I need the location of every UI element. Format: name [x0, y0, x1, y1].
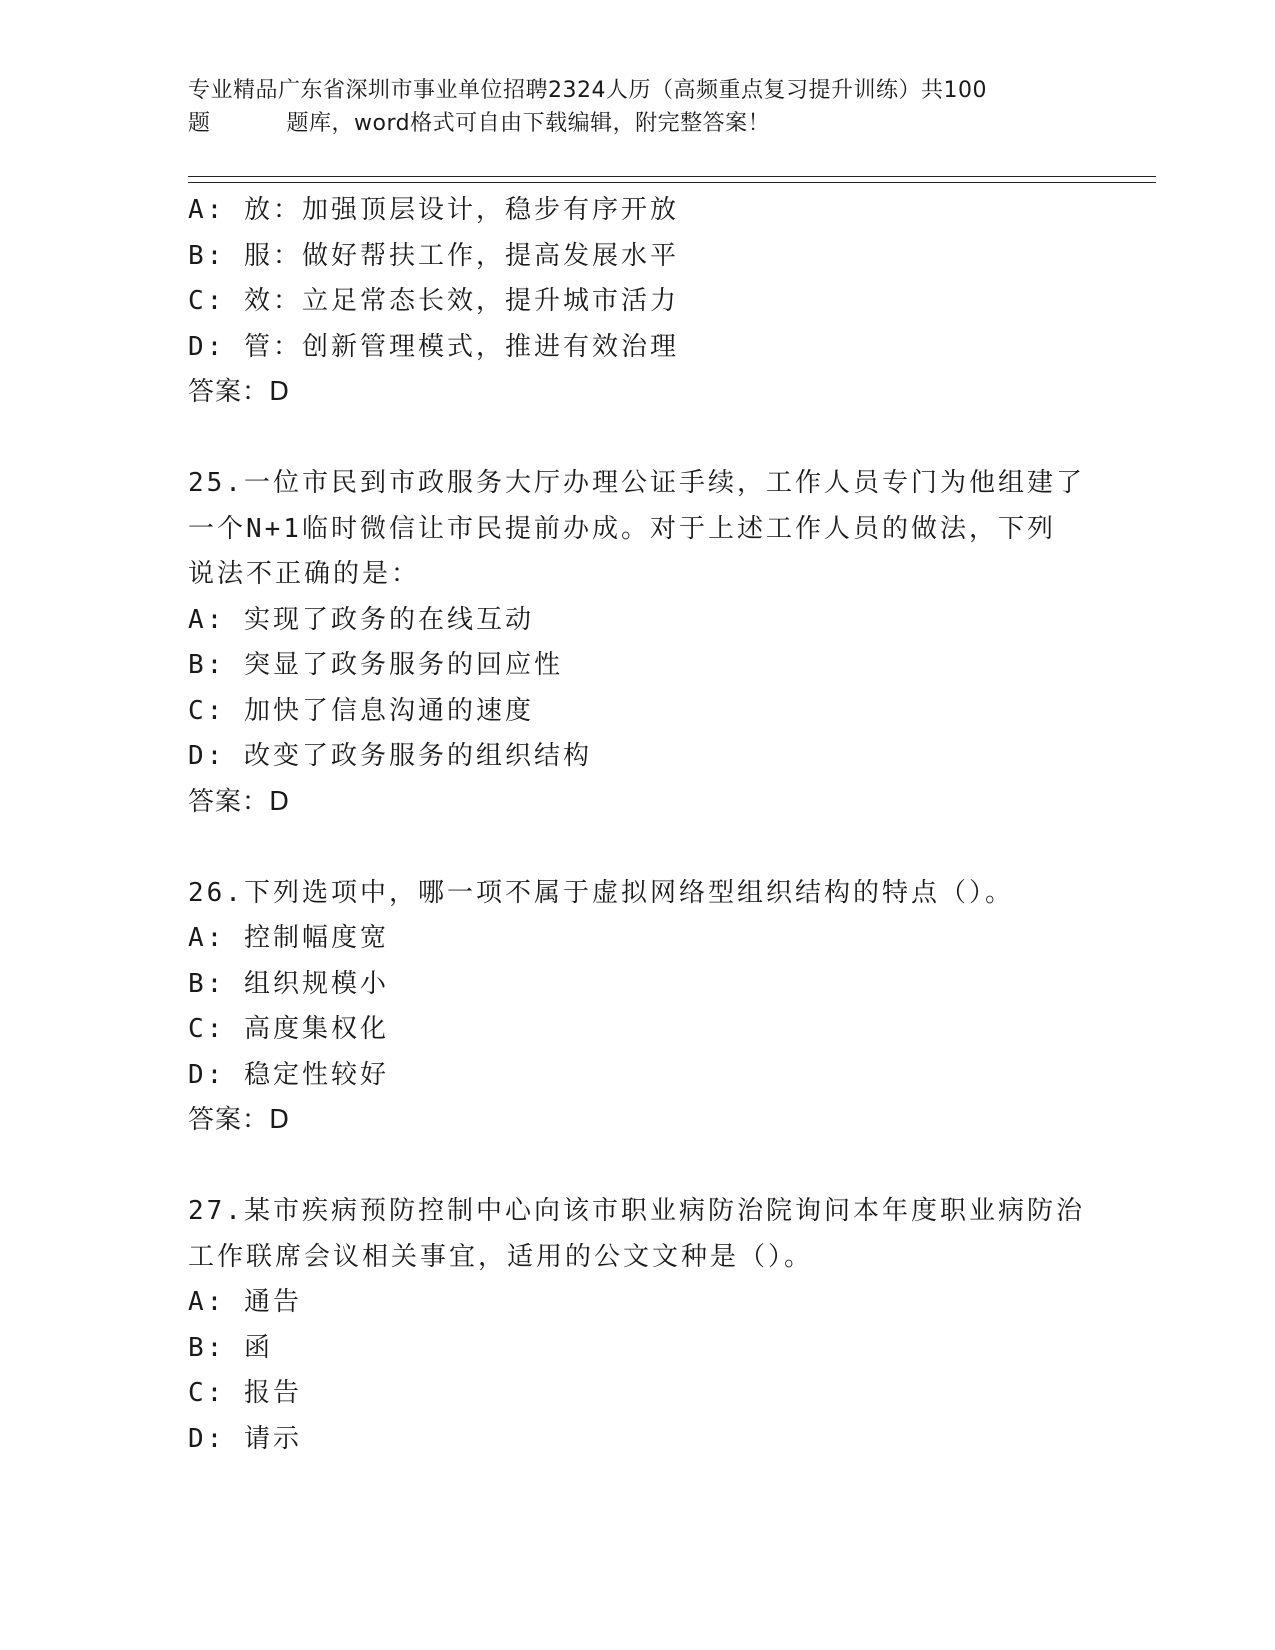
option-c: C: 报告 [188, 1378, 302, 1408]
question-stem-line-2: 工作联席会议相关事宜，适用的公文文种是（）。 [188, 1241, 814, 1272]
option-c: C: 加快了信息沟通的速度 [188, 695, 534, 726]
question-24 [188, 188, 1088, 416]
option-c: C: 效：立足常态长效，提升城市活力 [188, 286, 679, 316]
header-title-line-2-start: 题 [188, 111, 211, 136]
option-c: C: 高度集权化 [188, 1014, 389, 1044]
question-stem-line-3: 说法不正确的是： [188, 559, 421, 589]
option-b: B: 函 [188, 1332, 273, 1363]
option-b: B: 组织规模小 [188, 968, 389, 999]
header-title-line-2-rest: 题库，word格式可自由下载编辑，附完整答案！ [286, 111, 771, 136]
option-d: D: 请示 [188, 1423, 302, 1454]
answer: 答案：D [188, 786, 291, 817]
option-b: B: 突显了政务服务的回应性 [188, 650, 563, 680]
question-27 [188, 1189, 1088, 1462]
option-d: D: 稳定性较好 [188, 1059, 389, 1090]
answer: 答案：D [188, 1105, 291, 1135]
option-a: A: 实现了政务的在线互动 [188, 604, 534, 635]
question-stem-line-1: 26.下列选项中，哪一项不属于虚拟网络型组织结构的特点（）。 [188, 877, 1014, 908]
option-a: A: 通告 [188, 1287, 302, 1317]
question-stem-line-2: 一个N+1临时微信让市民提前办成。对于上述工作人员的做法，下列 [188, 513, 1056, 544]
header-divider-top [188, 176, 1156, 177]
header-title-line-1: 专业精品广东省深圳市事业单位招聘2324人历（高频重点复习提升训练）共100 [188, 78, 987, 103]
header-title-line-2 [188, 107, 1088, 140]
question-stem-line-1: 25.一位市民到市政服务大厅办理公证手续，工作人员专门为他组建了 [188, 468, 1085, 498]
document-header [188, 74, 1088, 140]
option-a: A: 放：加强顶层设计，稳步有序开放 [188, 195, 679, 225]
option-d: D: 管：创新管理模式，推进有效治理 [188, 331, 679, 362]
question-list [188, 188, 1088, 1462]
header-divider-bottom [188, 182, 1156, 183]
question-25 [188, 461, 1088, 825]
option-b: B: 服：做好帮扶工作，提高发展水平 [188, 240, 679, 271]
option-d: D: 改变了政务服务的组织结构 [188, 741, 592, 771]
question-stem-line-1: 27.某市疾病预防控制中心向该市职业病防治院询问本年度职业病防治 [188, 1196, 1085, 1226]
question-26 [188, 871, 1088, 1144]
option-a: A: 控制幅度宽 [188, 923, 389, 953]
answer: 答案：D [188, 377, 291, 407]
